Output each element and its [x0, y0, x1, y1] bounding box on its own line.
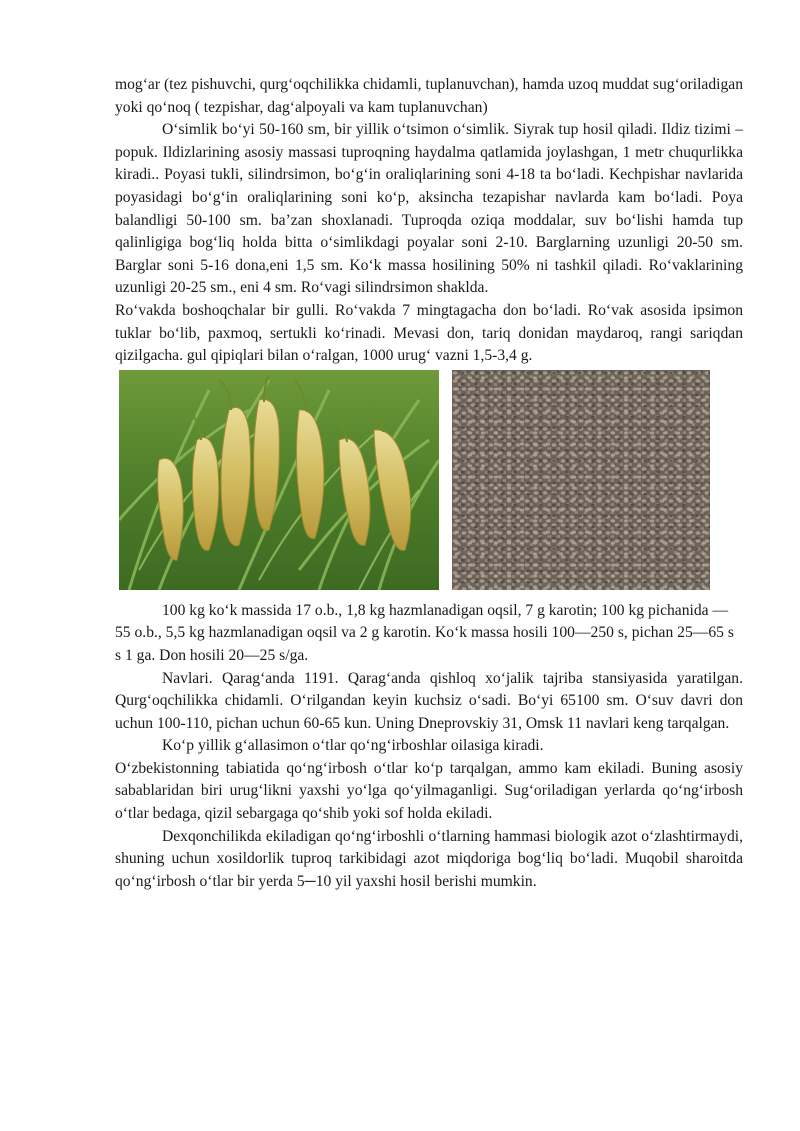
document-page: [115, 74, 743, 893]
paragraph-nitrogen: Dexqonchilikda ekiladigan qo‘ng‘irboshli o‘tlarning hammasi biologik azot o‘zlashtirmaydi, shuning uchun xosildorlik tuproq tarkibidagi azot miqdoriga bog‘liq bo‘ladi. Muqobil sharoitda qo‘ng‘irbosh o‘tlar bir yerda 5─10 yil yaxshi hosil berishi mumkin.: [115, 827, 743, 890]
figure-row: [115, 370, 743, 596]
paragraph-uzbekistan-grasses: O‘zbekistonning tabiatida qo‘ng‘irbosh o‘tlar ko‘p tarqalgan, ammo kam ekiladi. Buning asosiy sabablaridan biri urug‘likni yaxshi yo‘lga qo‘yilmaganligi. Sug‘oriladigan yerlarda qo‘ng‘irbosh o‘tlar bedaga, qizil sebargaga qo‘shib yoki sof holda ekiladi.: [115, 759, 743, 823]
paragraph-nutrition-yield: 100 kg ko‘k massida 17 o.b., 1,8 kg hazmlanadigan oqsil, 7 g karotin; 100 kg pichanida — 55 o.b., 5,5 kg hazmlanadigan oqsil va 2 g karotin. Ko‘k massa hosili 100—250 s, pichan 25—65 s s 1 ga. Don hosili 20—25 s/ga.: [115, 601, 734, 664]
paragraph-cultivar-types: mog‘ar (tez pishuvchi, qurg‘oqchilikka chidamli, tuplanuvchan), hamda uzoq muddat sug‘oriladigan yoki qo‘noq ( tezpishar, dag‘alpoyali va kam tuplanuvchan): [115, 76, 743, 116]
millet-plant-photo-icon: [119, 370, 439, 590]
paragraph-varieties: Navlari. Qarag‘anda 1191. Qarag‘anda qishloq xo‘jalik tajriba stansiyasida yaratilgan. Qurg‘oqchilikka chidamli. O‘rilgandan keyin kuchsiz o‘sadi. Bo‘yi 65100 sm. O‘suv davri don uchun 100-110, pichan uchun 60-65 kun. Uning Dneprovskiy 31, Omsk 11 navlari keng tarqalgan.: [115, 669, 743, 732]
paragraph-panicle-description: Ro‘vakda boshoqchalar bir gulli. Ro‘vakda 7 mingtagacha don bo‘ladi. Ro‘vak asosida ipsimon tuklar bo‘lib, paxmoq, sertukli ko‘rinadi. Mevasi don, tariq donidan maydaroq, rangi sariqdan qizilgacha. gul qipiqlari bilan o‘ralgan, 1000 urug‘ vazni 1,5-3,4 g.: [115, 301, 743, 365]
millet-seeds-photo-icon: [452, 370, 710, 590]
paragraph-plant-description: O‘simlik bo‘yi 50-160 sm, bir yillik o‘tsimon o‘simlik. Siyrak tup hosil qiladi. Ildiz tizimi – popuk. Ildizlarining asosiy massasi tuproqning haydalma qatlamida joylashgan, 1 metr chuqurlikka kiradi.. Poyasi tukli, silindrsimon, bo‘g‘in oraliqlarining soni 4-18 ta bo‘ladi. Kechpishar navlarida poyasidagi bo‘g‘in oraliqlarining soni ko‘p, aksincha tezapishar navlarda kam bo‘ladi. Poya balandligi 50-100 sm. ba’zan shoxlanadi. Tuproqda oziqa moddalar, suv bo‘lishi hamda tup qalinligiga bog‘liq holda bitta o‘simlikdagi poyalar soni 2-10. Barglarning uzunligi 20-50 sm. Barglar soni 5-16 dona,eni 1,5 sm. Ko‘k massa hosilining 50% ni tashkil qiladi. Ro‘vaklarining uzunligi 20-25 sm., eni 4 sm. Ro‘vagi silindrsimon shaklda.: [115, 121, 743, 297]
paragraph-perennial-grasses: Ko‘p yillik g‘allasimon o‘tlar qo‘ng‘irboshlar oilasiga kiradi.: [162, 737, 544, 755]
